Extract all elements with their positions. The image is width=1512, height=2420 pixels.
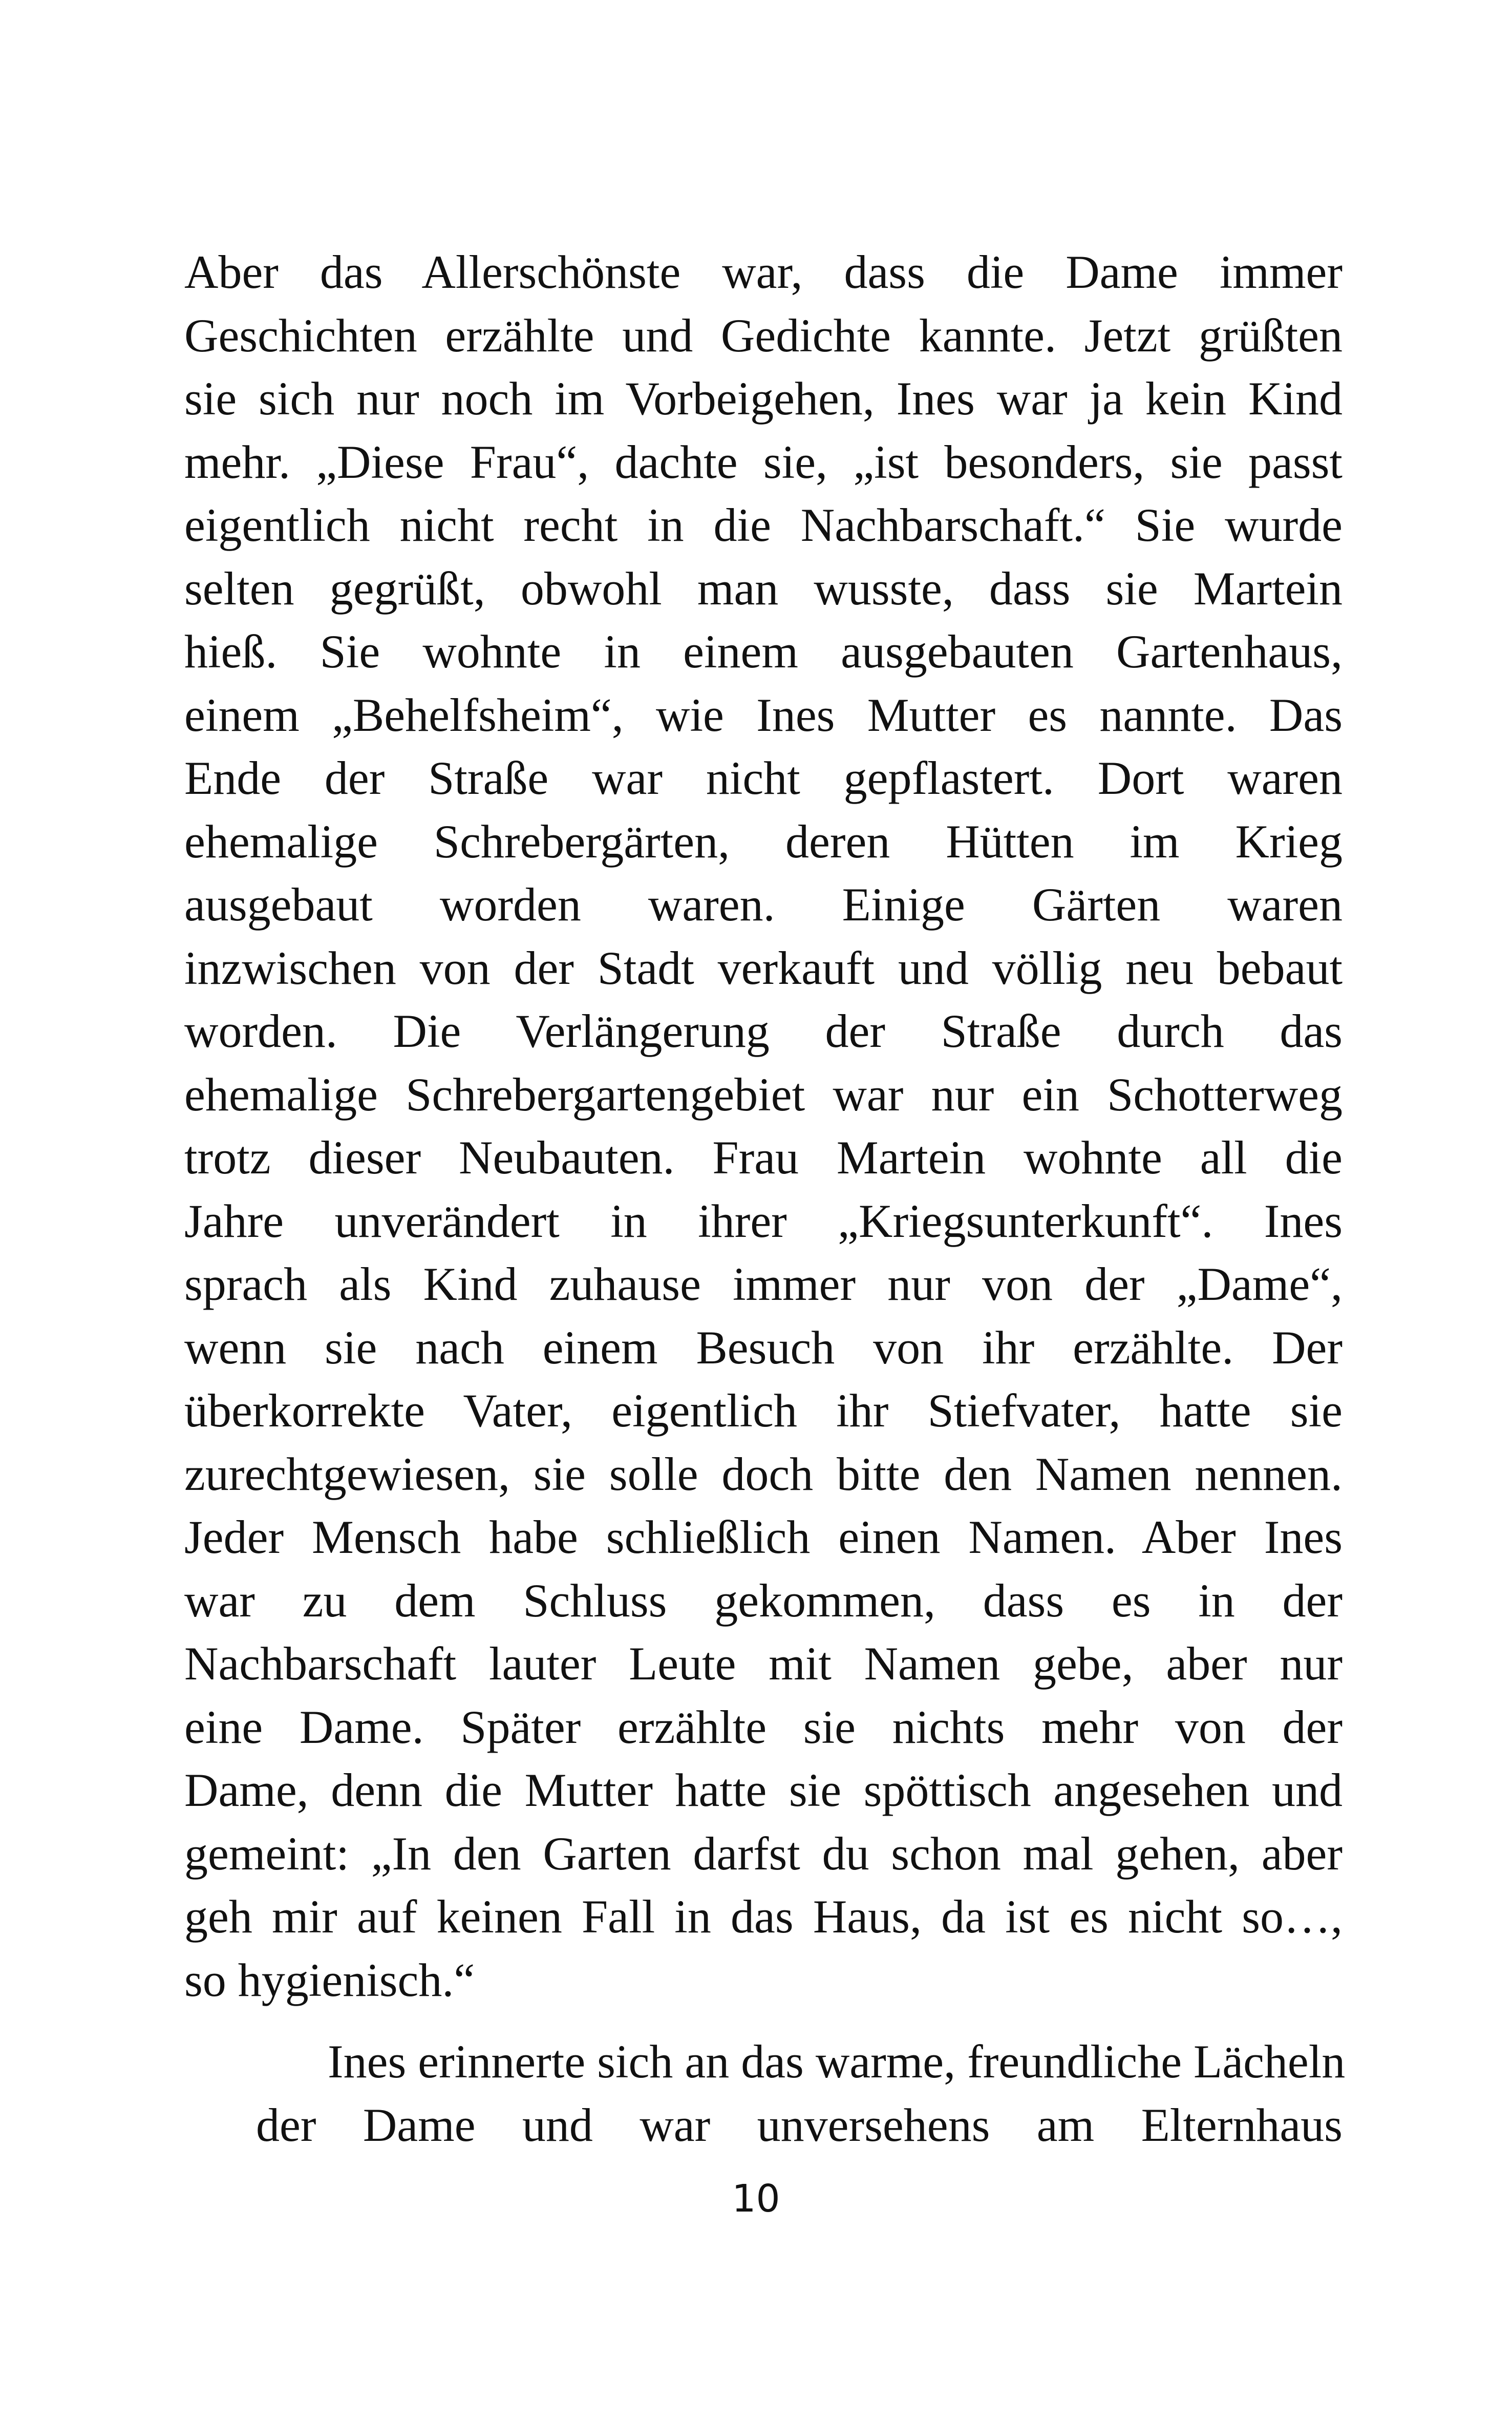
text-line: Aber das Allerschönste war, dass die Dame immer: [184, 246, 1343, 298]
text-line: Ende der Straße war nicht gepflastert. Dort waren: [184, 752, 1343, 804]
text-line: inzwischen von der Stadt verkauft und völlig neu bebaut: [184, 941, 1343, 994]
text-line: gemeint: „In den Garten darfst du schon mal gehen, aber: [184, 1827, 1343, 1880]
text-line: ehemalige Schrebergartengebiet war nur ein Schotterweg: [184, 1068, 1343, 1121]
text-line: ehemalige Schrebergärten, deren Hütten im Krieg: [184, 815, 1343, 868]
text-line: sprach als Kind zuhause immer nur von der „Dame“,: [184, 1258, 1343, 1310]
text-line: sie sich nur noch im Vorbeigehen, Ines war ja kein Kind: [184, 372, 1343, 425]
text-line: worden. Die Verlängerung der Straße durch das: [184, 1005, 1343, 1057]
text-line: Ines erinnerte sich an das warme, freundliche Lächeln: [328, 2035, 1346, 2088]
text-line: Jahre unverändert in ihrer „Kriegsunterkunft“. Ines: [184, 1194, 1343, 1247]
text-line: trotz dieser Neubauten. Frau Martein wohnte all die: [184, 1131, 1343, 1184]
paragraph-1: [184, 241, 1343, 2012]
text-line: ausgebaut worden waren. Einige Gärten waren: [184, 878, 1343, 931]
body-text: [184, 241, 1346, 2157]
text-line: hieß. Sie wohnte in einem ausgebauten Gartenhaus,: [184, 625, 1343, 678]
text-line: war zu dem Schluss gekommen, dass es in der: [184, 1574, 1343, 1627]
text-line: eigentlich nicht recht in die Nachbarschaft.“ Sie wurde: [184, 499, 1343, 551]
page-number: 10: [732, 2177, 780, 2221]
text-line: so hygienisch.“: [184, 1953, 475, 2006]
text-line: eine Dame. Später erzählte sie nichts mehr von der: [184, 1700, 1343, 1753]
text-line: wenn sie nach einem Besuch von ihr erzählte. Der: [184, 1321, 1343, 1374]
text-line: geh mir auf keinen Fall in das Haus, da ist es nicht so…,: [184, 1890, 1343, 1943]
text-line: Dame, denn die Mutter hatte sie spöttisch angesehen und: [184, 1764, 1343, 1816]
text-line: zurechtgewiesen, sie solle doch bitte den Namen nennen.: [184, 1447, 1343, 1500]
text-line: mehr. „Diese Frau“, dachte sie, „ist besonders, sie passt: [184, 435, 1343, 488]
text-line: der Dame und war unversehens am Elternhaus: [256, 2098, 1343, 2151]
paragraph-2: [184, 2030, 1346, 2157]
text-line: Nachbarschaft lauter Leute mit Namen gebe, aber nur: [184, 1637, 1343, 1690]
text-line: Geschichten erzählte und Gedichte kannte. Jetzt grüßten: [184, 309, 1343, 362]
text-line: überkorrekte Vater, eigentlich ihr Stiefvater, hatte sie: [184, 1384, 1343, 1437]
text-line: einem „Behelfsheim“, wie Ines Mutter es nannte. Das: [184, 688, 1343, 741]
text-line: Jeder Mensch habe schließlich einen Namen. Aber Ines: [184, 1511, 1343, 1563]
text-line: selten gegrüßt, obwohl man wusste, dass sie Martein: [184, 562, 1343, 615]
